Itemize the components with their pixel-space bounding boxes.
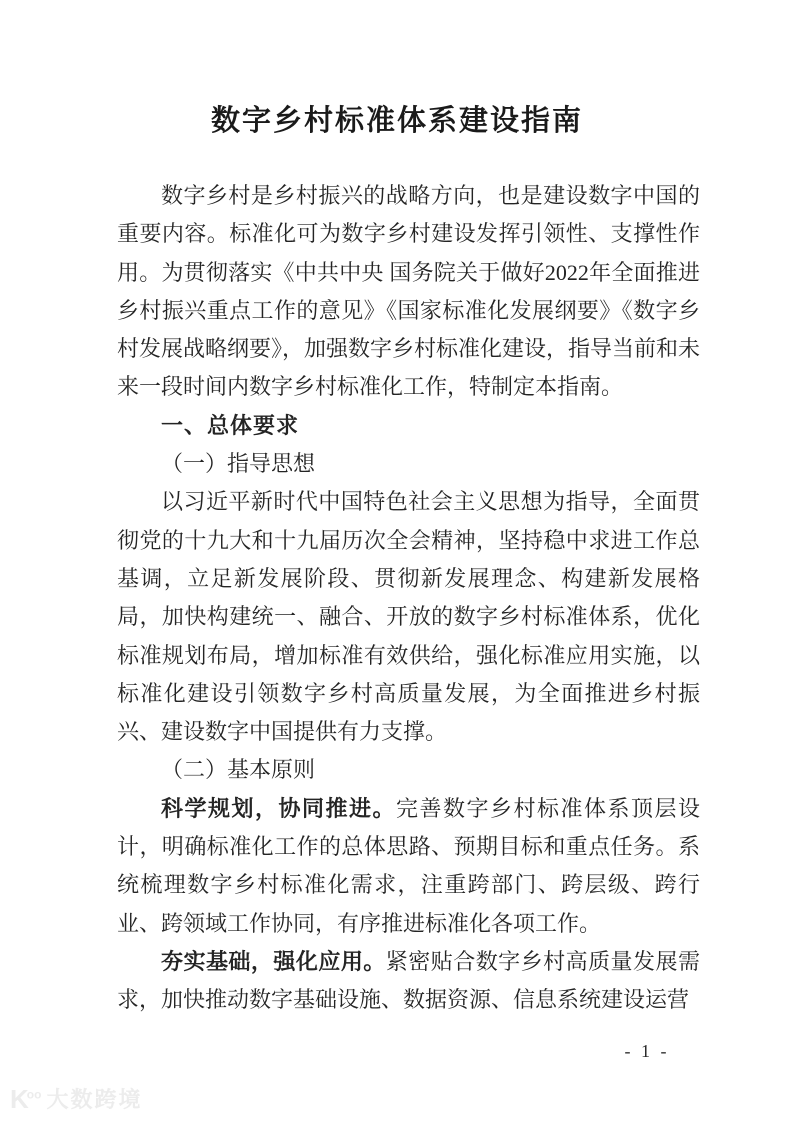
heading-level2 xyxy=(117,445,700,483)
text-run: （一）指导思想 xyxy=(161,451,316,477)
heading-level1 xyxy=(117,407,700,445)
paragraph xyxy=(117,483,700,751)
watermark xyxy=(10,1083,142,1114)
watermark-text: 大数跨境 xyxy=(46,1087,143,1112)
text-run: 数字乡村是乡村振兴的战略方向，也是建设数字中国的重要内容。标准化可为数字乡村建设发挥引领性、支撑性作用。为贯彻落实《中共中央 国务院关于做好2022年全面推进乡村振兴重点工作的意见》《国家标准化发展纲要》《数字乡村发展战略纲要》，加强数字乡村标准化建设，指导当前和未来一段时间内数字乡村标准化工作，特制定本指南。 xyxy=(117,183,701,400)
text-run: （二）基本原则 xyxy=(161,757,316,783)
paragraph xyxy=(117,177,700,407)
document-title: 数字乡村标准体系建设指南 xyxy=(210,105,583,137)
paragraph xyxy=(117,790,700,943)
bold-text-run: 科学规划，协同推进。 xyxy=(161,795,396,821)
page-number: - 1 - xyxy=(624,1041,670,1061)
document-body xyxy=(117,177,700,1020)
text-run: 完善数字乡村标准体系顶层设计，明确标准化工作的总体思路、预期目标和重点任务。系统梳理数字乡村标准化需求，注重跨部门、跨层级、跨行业、跨领域工作协同，有序推进标准化各项工作。 xyxy=(117,795,700,936)
paragraph xyxy=(117,943,700,1020)
heading-level2 xyxy=(117,751,700,789)
bold-text-run: 夯实基础，强化应用。 xyxy=(161,948,386,974)
text-run: 以习近平新时代中国特色社会主义思想为指导，全面贯彻党的十九大和十九届历次全会精神，坚持稳中求进工作总基调，立足新发展阶段、贯彻新发展理念、构建新发展格局，加快构建统一、融合、开放的数字乡村标准体系，优化标准规划布局，增加标准有效供给，强化标准应用实施，以标准化建设引领数字乡村高质量发展，为全面推进乡村振兴、建设数字中国提供有力支撑。 xyxy=(117,489,700,745)
text-run: 紧密贴合数字乡村高质量发展需求，加快推动数字基础设施、数据资源、信息系统建设运营 xyxy=(117,948,700,1013)
dashu-kuajing-logo-icon: $K^{oo}$ xyxy=(10,1083,42,1114)
bold-text-run: 一、总体要求 xyxy=(161,412,300,438)
